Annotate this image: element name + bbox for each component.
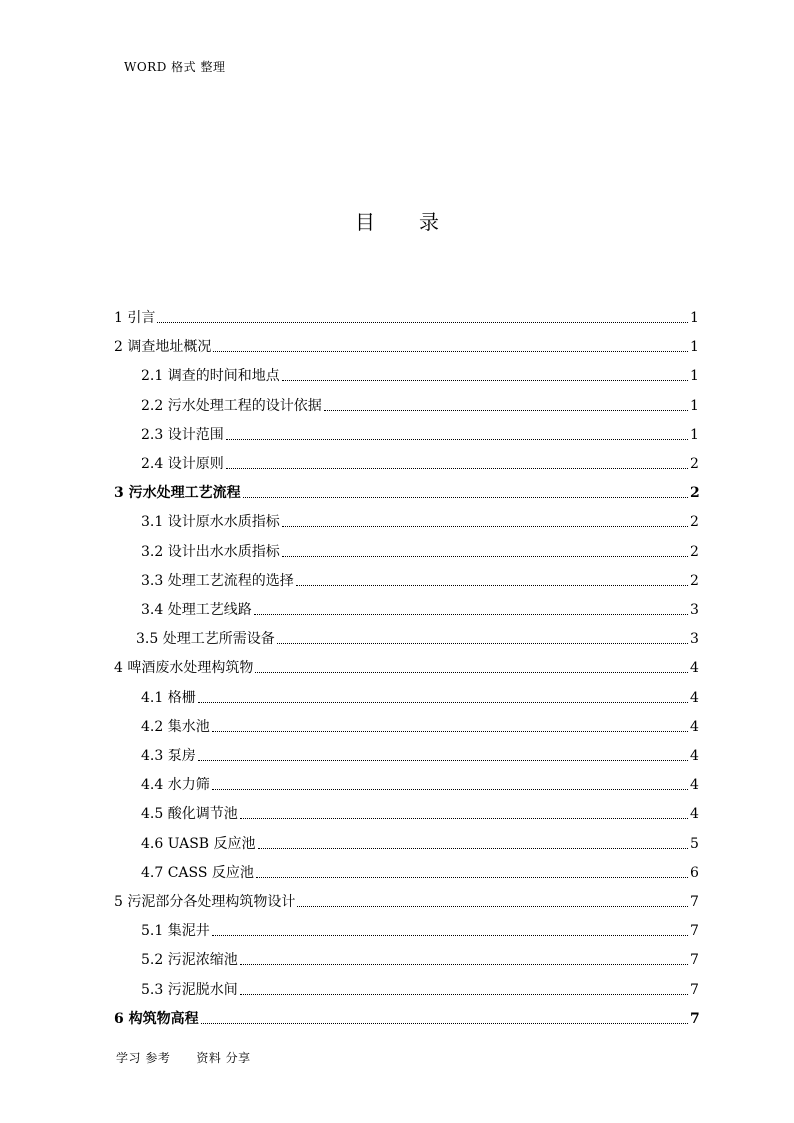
toc-entry-label: 2.2 污水处理工程的设计依据	[141, 397, 322, 414]
toc-entry-page-number: 2	[690, 543, 699, 560]
toc-entry-label: 2 调查地址概况	[114, 339, 212, 356]
footer-part1: 学习 参考	[116, 1051, 171, 1065]
toc-dot-leader	[213, 351, 688, 352]
toc-dot-leader	[324, 410, 688, 411]
toc-entry-label: 5.3 污泥脱水间	[141, 981, 238, 998]
toc-entry-label: 4.5 酸化调节池	[141, 806, 238, 823]
toc-entry-page-number: 1	[690, 339, 699, 356]
toc-entry-page-number: 7	[690, 923, 699, 940]
toc-entry[interactable]	[114, 648, 698, 677]
toc-entry[interactable]	[141, 853, 698, 882]
footer-part2: 资料 分享	[196, 1051, 251, 1065]
toc-entry-label: 4.1 格栅	[141, 689, 196, 706]
toc-entry-page-number: 1	[690, 368, 699, 385]
toc-entry[interactable]	[141, 765, 698, 794]
toc-entry-label: 1 引言	[114, 310, 156, 326]
toc-entry-label: 2.4 设计原则	[141, 456, 224, 472]
toc-entry-page-number: 1	[690, 397, 699, 414]
toc-entry[interactable]	[114, 999, 698, 1028]
toc-entry-label: 5.2 污泥浓缩池	[141, 952, 238, 969]
toc-title	[0, 208, 794, 236]
toc-entry-label: 4.3 泵房	[141, 748, 196, 764]
toc-entry-label: 4.2 集水池	[141, 718, 210, 735]
toc-entry-label: 3.1 设计原水水质指标	[141, 514, 280, 531]
toc-dot-leader	[282, 380, 688, 381]
toc-entry-page-number: 2	[690, 572, 699, 589]
toc-entry[interactable]	[114, 327, 698, 356]
toc-entry[interactable]	[141, 970, 698, 999]
toc-entry-label: 3 污水处理工艺流程	[114, 485, 241, 502]
toc-entry-page-number: 4	[690, 718, 699, 735]
toc-dot-leader	[296, 585, 688, 586]
toc-dot-leader	[212, 935, 688, 936]
toc-entry-page-number: 6	[690, 864, 699, 881]
toc-dot-leader	[282, 556, 688, 557]
toc-entry[interactable]	[141, 736, 698, 765]
toc-entry[interactable]	[141, 356, 698, 385]
toc-dot-leader	[198, 760, 688, 761]
toc-entry-label: 4.6 UASB 反应池	[141, 835, 256, 852]
toc-dot-leader	[240, 994, 688, 995]
toc-entry-page-number: 5	[690, 835, 699, 852]
toc-entry-label: 3.5 处理工艺所需设备	[136, 631, 275, 648]
toc-entry-page-number: 2	[690, 514, 699, 531]
toc-entry-label: 3.4 处理工艺线路	[141, 602, 252, 618]
toc-entry-label: 5 污泥部分各处理构筑物设计	[114, 894, 296, 910]
toc-entry[interactable]	[141, 561, 698, 590]
toc-dot-leader	[240, 818, 688, 819]
toc-entry-label: 4.4 水力筛	[141, 777, 210, 794]
toc-entry[interactable]	[141, 590, 698, 619]
toc-entry[interactable]	[114, 473, 698, 502]
toc-entry[interactable]	[141, 532, 698, 561]
toc-dot-leader	[277, 643, 688, 644]
toc-entry-page-number: 4	[690, 689, 699, 706]
toc-dot-leader	[157, 322, 688, 323]
toc-entry-page-number: 3	[690, 631, 699, 648]
toc-dot-leader	[212, 789, 688, 790]
toc-dot-leader	[255, 672, 688, 673]
toc-entry-page-number: 1	[690, 310, 699, 326]
toc-entry[interactable]	[141, 502, 698, 531]
toc-entry-page-number: 1	[690, 426, 699, 443]
toc-entry[interactable]	[141, 794, 698, 823]
toc-entry-label: 5.1 集泥井	[141, 923, 210, 940]
toc-entry[interactable]	[141, 911, 698, 940]
toc-entry[interactable]	[114, 882, 698, 911]
page-footer	[116, 1049, 251, 1067]
toc-dot-leader	[258, 848, 688, 849]
toc-entry-page-number: 2	[690, 485, 700, 502]
toc-entry[interactable]	[136, 619, 698, 648]
toc-entry-page-number: 7	[690, 894, 699, 910]
toc-entry-label: 6 构筑物高程	[114, 1010, 199, 1027]
toc-entry-label: 4 啤酒废水处理构筑物	[114, 660, 254, 677]
toc-entry[interactable]	[141, 940, 698, 969]
toc-entry[interactable]	[141, 707, 698, 736]
toc-entry-page-number: 4	[690, 748, 699, 764]
toc-entry-page-number: 7	[690, 1010, 700, 1027]
toc-dot-leader	[212, 731, 688, 732]
toc-dot-leader	[254, 614, 688, 615]
toc-dot-leader	[226, 468, 688, 469]
toc-entry-label: 3.3 处理工艺流程的选择	[141, 572, 294, 589]
toc-entry-page-number: 7	[690, 952, 699, 969]
toc-entry-page-number: 3	[690, 602, 699, 618]
toc-dot-leader	[297, 906, 688, 907]
toc-dot-leader	[198, 702, 688, 703]
toc-dot-leader	[282, 526, 688, 527]
toc-title-part1: 目	[355, 210, 375, 234]
toc-entry-label: 3.2 设计出水水质指标	[141, 543, 280, 560]
toc-entry-page-number: 4	[690, 660, 699, 677]
toc-entry-label: 2.1 调查的时间和地点	[141, 368, 280, 385]
toc-entry[interactable]	[141, 444, 698, 473]
toc-entry-label: 2.3 设计范围	[141, 426, 224, 443]
toc-entry-label: 4.7 CASS 反应池	[141, 864, 254, 881]
toc-dot-leader	[256, 877, 688, 878]
toc-dot-leader	[201, 1023, 688, 1024]
toc-entry[interactable]	[141, 386, 698, 415]
toc-entry-page-number: 4	[690, 806, 699, 823]
toc-entry-page-number: 4	[690, 777, 699, 794]
toc-dot-leader	[226, 439, 688, 440]
toc-dot-leader	[240, 964, 688, 965]
toc-entry-page-number: 2	[690, 456, 699, 472]
toc-entry[interactable]	[141, 678, 698, 707]
toc-entry[interactable]	[141, 824, 698, 853]
toc-dot-leader	[243, 497, 688, 498]
toc-entry-page-number: 7	[690, 981, 699, 998]
toc-title-part2: 录	[419, 210, 439, 234]
toc-entry[interactable]	[141, 415, 698, 444]
page-header: WORD 格式 整理	[124, 60, 226, 74]
toc-entry[interactable]	[114, 298, 698, 327]
